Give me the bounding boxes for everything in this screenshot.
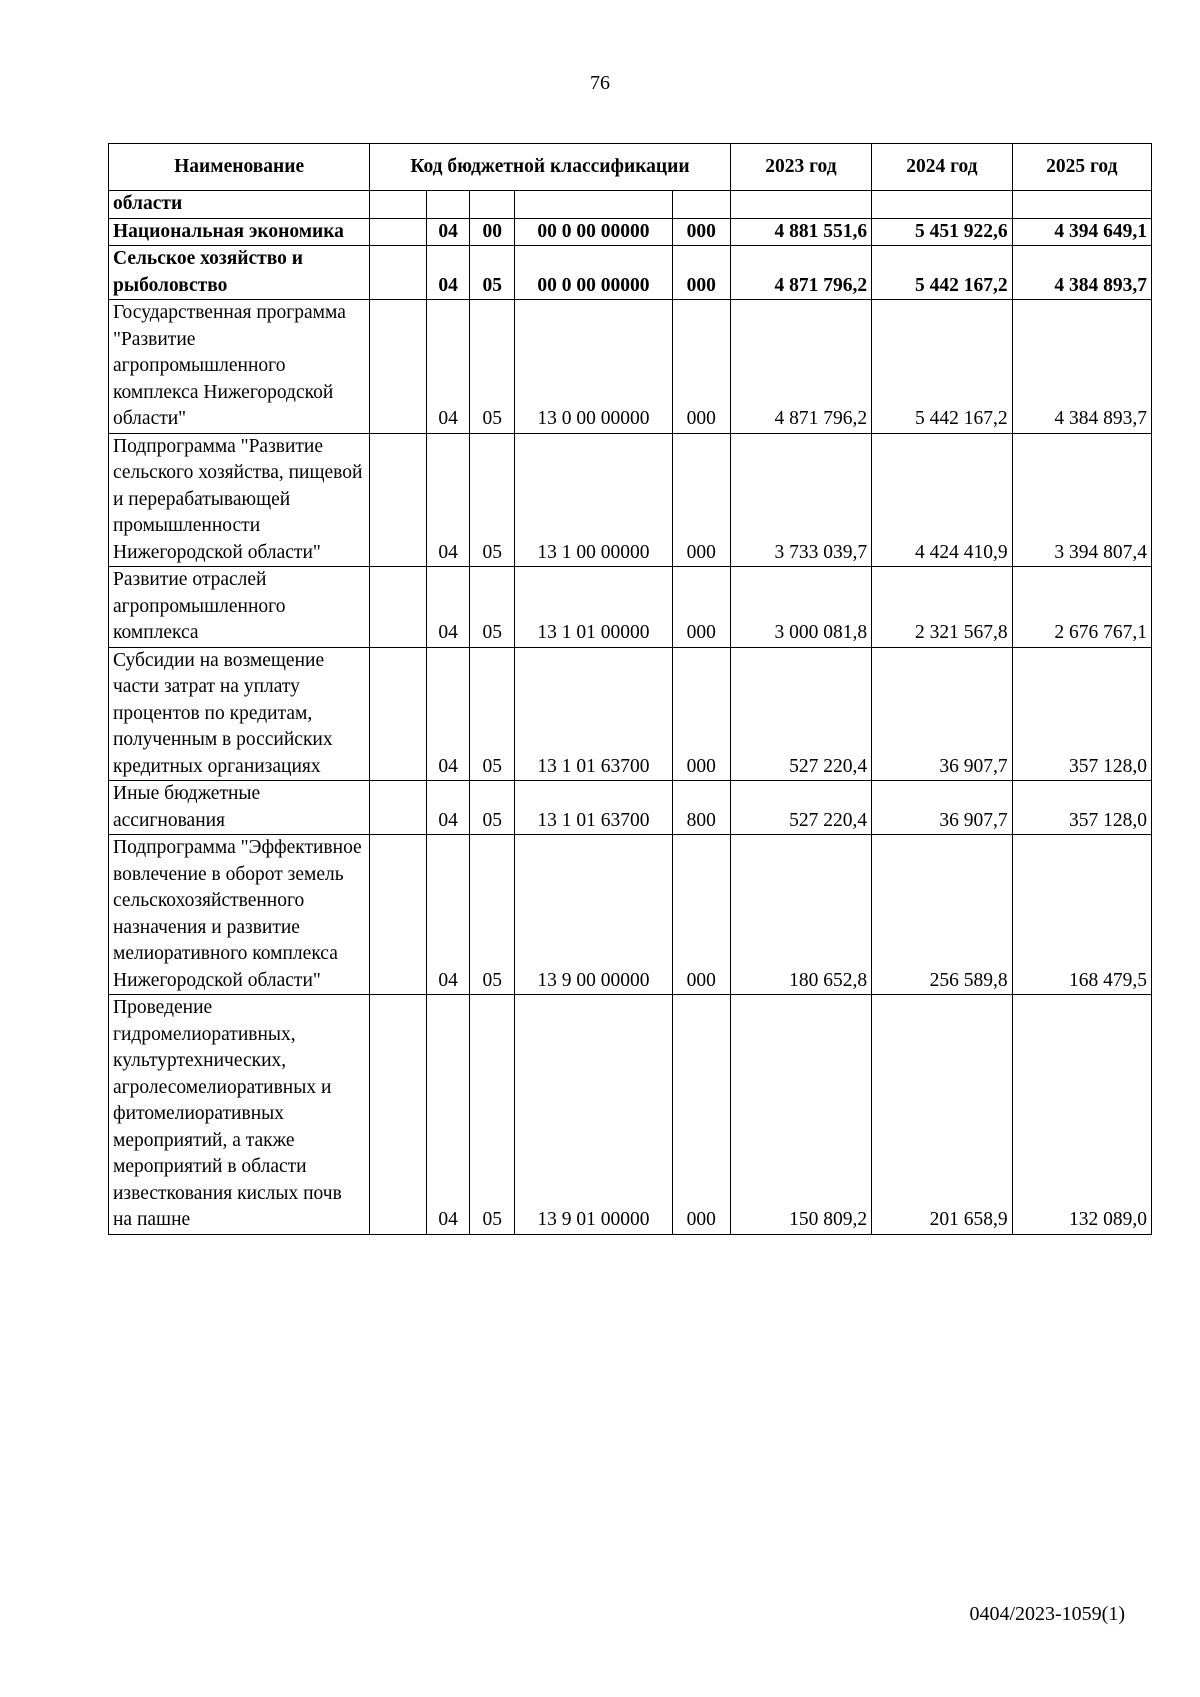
cell-name: Сельское хозяйство и рыболовство	[109, 246, 370, 300]
cell-subsection: 05	[470, 835, 515, 995]
cell-name: Развитие отраслей агропромышленного комплекса	[109, 567, 370, 648]
cell-2024: 2 321 567,8	[872, 567, 1012, 648]
cell-name: области	[109, 191, 370, 219]
cell-target-article: 13 1 00 00000	[515, 433, 673, 567]
cell-2024: 36 907,7	[872, 647, 1012, 781]
cell-section: 04	[426, 433, 470, 567]
cell-section: 04	[426, 835, 470, 995]
cell-target-article: 13 0 00 00000	[515, 300, 673, 434]
cell-2024: 201 658,9	[872, 995, 1012, 1235]
cell-subsection: 05	[470, 781, 515, 835]
cell-2024: 4 424 410,9	[872, 433, 1012, 567]
cell-expense-type: 000	[672, 246, 730, 300]
cell-target-article: 13 9 00 00000	[515, 835, 673, 995]
cell-section: 04	[426, 647, 470, 781]
cell-2023: 527 220,4	[730, 647, 872, 781]
cell-2023: 150 809,2	[730, 995, 872, 1235]
table-row	[109, 433, 1152, 567]
cell-target-article: 00 0 00 00000	[515, 218, 673, 246]
cell-2023: 3 000 081,8	[730, 567, 872, 648]
cell-name: Иные бюджетные ассигнования	[109, 781, 370, 835]
header-name: Наименование	[109, 144, 370, 191]
cell-target-article: 13 1 01 00000	[515, 567, 673, 648]
cell-2024: 5 442 167,2	[872, 300, 1012, 434]
cell-subsection: 00	[470, 218, 515, 246]
cell-target-article: 00 0 00 00000	[515, 246, 673, 300]
table-row	[109, 781, 1152, 835]
cell-subsection: 05	[470, 567, 515, 648]
cell-section: 04	[426, 995, 470, 1235]
cell-expense-type	[672, 191, 730, 219]
table-row	[109, 218, 1152, 246]
table-row	[109, 300, 1152, 434]
table-row	[109, 995, 1152, 1235]
table-row	[109, 567, 1152, 648]
cell-2025: 4 384 893,7	[1012, 246, 1151, 300]
budget-table	[108, 143, 1152, 1235]
cell-2023: 4 881 551,6	[730, 218, 872, 246]
cell-empty	[370, 835, 427, 995]
cell-target-article	[515, 191, 673, 219]
cell-name: Субсидии на возмещение части затрат на уплату процентов по кредитам, полученным в российских кредитных организациях	[109, 647, 370, 781]
cell-name: Подпрограмма "Эффективное вовлечение в оборот земель сельскохозяйственного назначения и развитие мелиоративного комплекса Нижегородской области"	[109, 835, 370, 995]
cell-2025: 2 676 767,1	[1012, 567, 1151, 648]
table-header-row	[109, 144, 1152, 191]
cell-empty	[370, 433, 427, 567]
header-2023: 2023 год	[730, 144, 872, 191]
cell-2023: 527 220,4	[730, 781, 872, 835]
cell-target-article: 13 1 01 63700	[515, 647, 673, 781]
cell-section: 04	[426, 781, 470, 835]
cell-name: Подпрограмма "Развитие сельского хозяйства, пищевой и перерабатывающей промышленности Нижегородской области"	[109, 433, 370, 567]
header-2025: 2025 год	[1012, 144, 1151, 191]
cell-expense-type: 000	[672, 835, 730, 995]
cell-name: Государственная программа "Развитие агропромышленного комплекса Нижегородской области"	[109, 300, 370, 434]
cell-2024	[872, 191, 1012, 219]
cell-expense-type: 000	[672, 300, 730, 434]
cell-2025: 168 479,5	[1012, 835, 1151, 995]
table-row	[109, 647, 1152, 781]
cell-subsection: 05	[470, 246, 515, 300]
cell-section: 04	[426, 218, 470, 246]
cell-2023: 4 871 796,2	[730, 300, 872, 434]
cell-2025: 357 128,0	[1012, 647, 1151, 781]
page-number: 76	[590, 72, 610, 94]
cell-2024: 256 589,8	[872, 835, 1012, 995]
cell-2024: 36 907,7	[872, 781, 1012, 835]
cell-2024: 5 451 922,6	[872, 218, 1012, 246]
cell-2023	[730, 191, 872, 219]
cell-section: 04	[426, 300, 470, 434]
cell-empty	[370, 300, 427, 434]
cell-target-article: 13 9 01 00000	[515, 995, 673, 1235]
cell-name: Проведение гидромелиоративных, культуртехнических, агролесомелиоративных и фитомелиоративных мероприятий, а также мероприятий в области известкования кислых почв на пашне	[109, 995, 370, 1235]
cell-empty	[370, 191, 427, 219]
document-code: 0404/2023-1059(1)	[969, 1603, 1125, 1625]
cell-expense-type: 000	[672, 433, 730, 567]
table-row	[109, 246, 1152, 300]
cell-empty	[370, 781, 427, 835]
cell-section	[426, 191, 470, 219]
cell-2025: 4 394 649,1	[1012, 218, 1151, 246]
cell-empty	[370, 567, 427, 648]
cell-expense-type: 000	[672, 995, 730, 1235]
cell-expense-type: 000	[672, 218, 730, 246]
cell-subsection: 05	[470, 647, 515, 781]
cell-target-article: 13 1 01 63700	[515, 781, 673, 835]
cell-empty	[370, 995, 427, 1235]
cell-2024: 5 442 167,2	[872, 246, 1012, 300]
cell-expense-type: 800	[672, 781, 730, 835]
cell-section: 04	[426, 246, 470, 300]
cell-section: 04	[426, 567, 470, 648]
cell-subsection: 05	[470, 995, 515, 1235]
header-2024: 2024 год	[872, 144, 1012, 191]
cell-name: Национальная экономика	[109, 218, 370, 246]
cell-2025	[1012, 191, 1151, 219]
cell-2025: 4 384 893,7	[1012, 300, 1151, 434]
cell-2023: 3 733 039,7	[730, 433, 872, 567]
cell-2025: 3 394 807,4	[1012, 433, 1151, 567]
table-row	[109, 191, 1152, 219]
cell-expense-type: 000	[672, 567, 730, 648]
cell-2025: 357 128,0	[1012, 781, 1151, 835]
table-row	[109, 835, 1152, 995]
cell-2023: 4 871 796,2	[730, 246, 872, 300]
cell-2023: 180 652,8	[730, 835, 872, 995]
cell-2025: 132 089,0	[1012, 995, 1151, 1235]
cell-subsection: 05	[470, 433, 515, 567]
header-code: Код бюджетной классификации	[370, 144, 730, 191]
cell-subsection	[470, 191, 515, 219]
cell-expense-type: 000	[672, 647, 730, 781]
cell-empty	[370, 246, 427, 300]
cell-empty	[370, 647, 427, 781]
cell-subsection: 05	[470, 300, 515, 434]
cell-empty	[370, 218, 427, 246]
